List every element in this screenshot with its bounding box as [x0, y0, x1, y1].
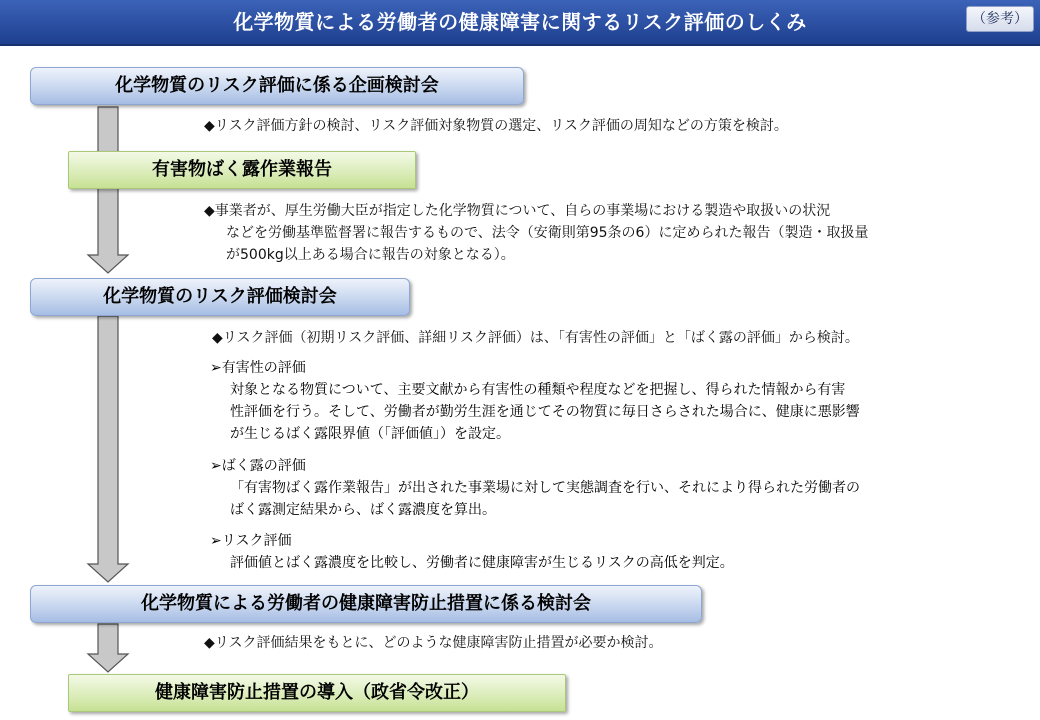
- note-report-line-1: ◆事業者が、厚生労働大臣が指定した化学物質について、自らの事業場における製造や取扱いの状況: [204, 203, 831, 219]
- step-planning-committee: 化学物質のリスク評価に係る企画検討会: [30, 67, 524, 105]
- note-report-line-2: などを労働基準監督署に報告するもので、法令（安衛則第95条の6）に定められた報告（製造・取扱量: [226, 225, 869, 241]
- flow-arrow-1: [88, 105, 132, 275]
- flow-arrow-3: [88, 622, 132, 674]
- step-measure-introduction: 健康障害防止措置の導入（政省令改正）: [68, 674, 566, 712]
- note-risk-intro: ◆リスク評価（初期リスク評価、詳細リスク評価）は、「有害性の評価」と「ばく露の評価」から検討。: [212, 330, 859, 346]
- note-planning: ◆リスク評価方針の検討、リスク評価対象物質の選定、リスク評価の周知などの方策を検討。: [204, 118, 788, 134]
- hazard-line-3: が生じるばく露限界値（「評価値」）を設定。: [230, 426, 510, 442]
- page-title: 化学物質による労働者の健康障害に関するリスク評価のしくみ: [233, 10, 807, 34]
- exposure-line-1: 「有害物ばく露作業報告」が出された事業場に対して実態調査を行い、それにより得られた労働者の: [230, 480, 860, 496]
- flow-arrow-2: [88, 314, 132, 584]
- risk-line-1: 評価値とばく露濃度を比較し、労働者に健康障害が生じるリスクの高低を判定。: [230, 555, 734, 571]
- subhead-risk-assessment: ➢リスク評価: [210, 533, 292, 549]
- step-exposure-report: 有害物ばく露作業報告: [68, 151, 416, 189]
- step-prevention-committee: 化学物質による労働者の健康障害防止措置に係る検討会: [30, 585, 702, 623]
- reference-badge: （参考）: [966, 6, 1034, 32]
- subhead-hazard-assessment: ➢有害性の評価: [210, 360, 306, 376]
- hazard-line-2: 性評価を行う。そして、労働者が勤労生涯を通じてその物質に毎日さらされた場合に、健康に悪影響: [230, 404, 860, 420]
- exposure-line-2: ばく露測定結果から、ばく露濃度を算出。: [230, 502, 496, 518]
- hazard-line-1: 対象となる物質について、主要文献から有害性の種類や程度などを把握し、得られた情報から有害: [230, 382, 846, 398]
- note-report-line-3: が500kg以上ある場合に報告の対象となる）。: [226, 247, 515, 263]
- note-prevention: ◆リスク評価結果をもとに、どのような健康障害防止措置が必要か検討。: [204, 635, 663, 651]
- subhead-exposure-assessment: ➢ばく露の評価: [210, 458, 306, 474]
- step-risk-assessment-committee: 化学物質のリスク評価検討会: [30, 278, 410, 316]
